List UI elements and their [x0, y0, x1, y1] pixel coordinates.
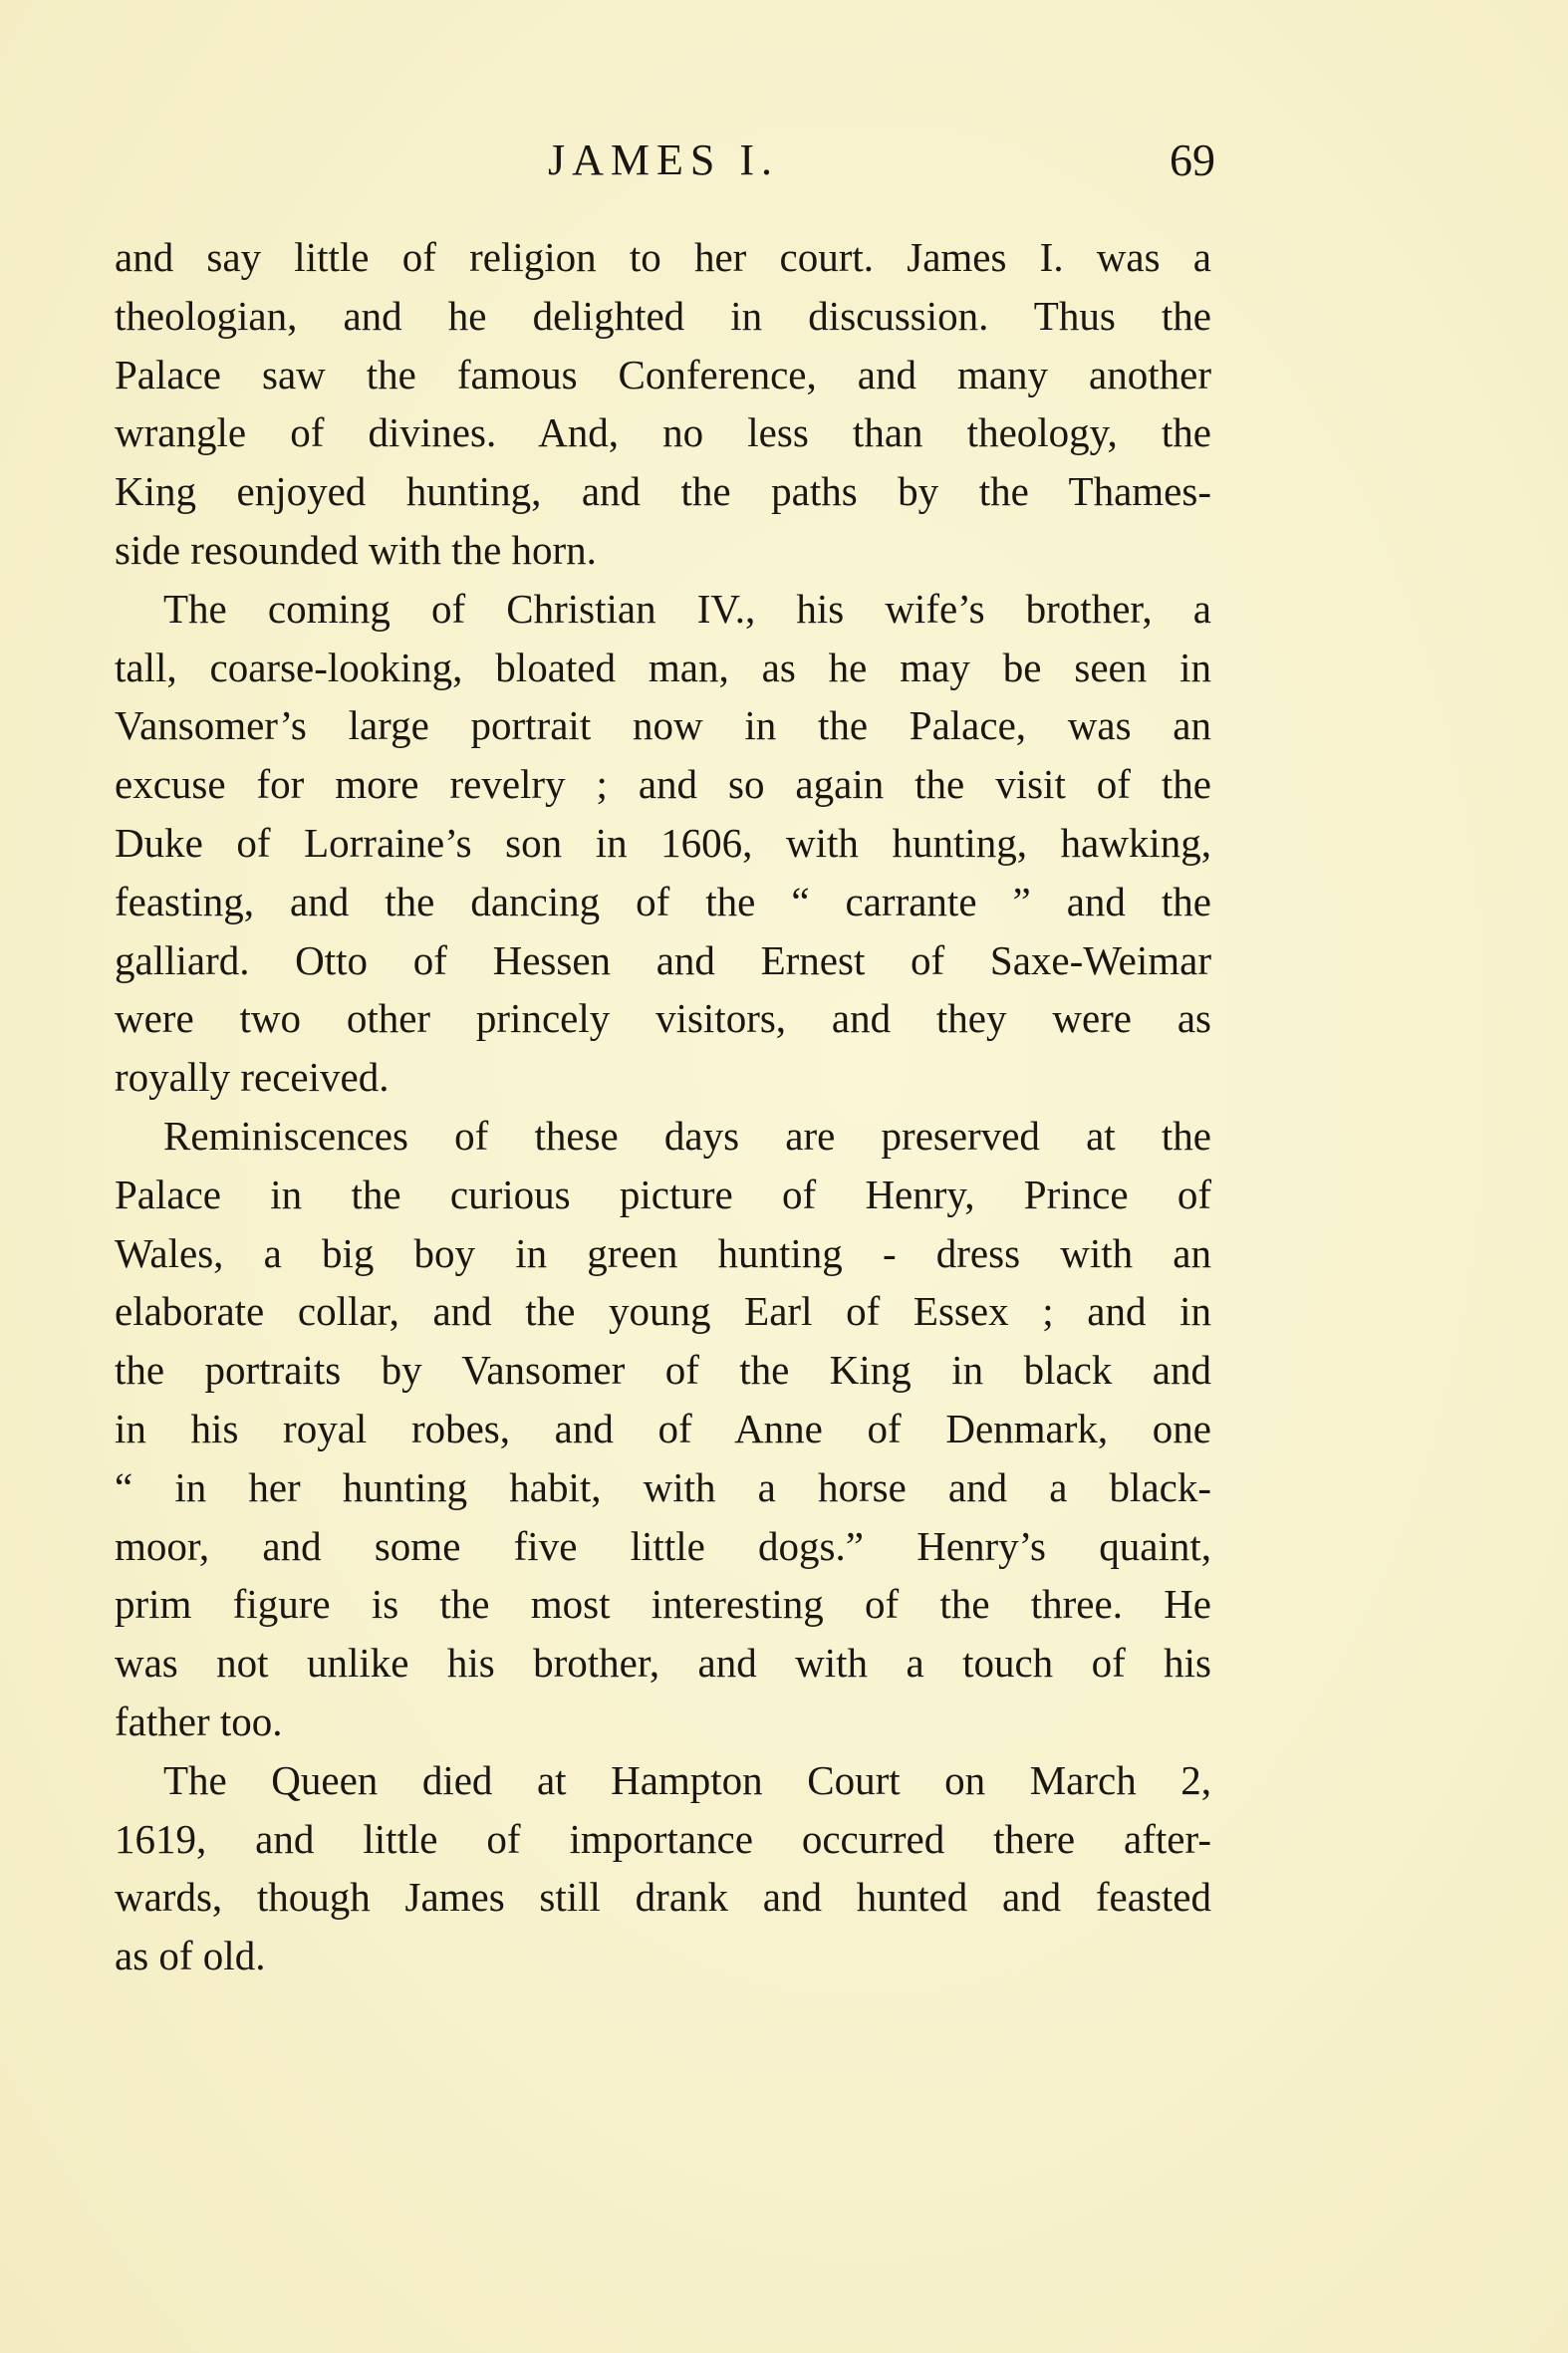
text-line: Vansomer’s large portrait now in the Palace, was an — [115, 702, 1211, 749]
text-line: was not unlike his brother, and with a touch of his — [115, 1640, 1211, 1687]
text-line: excuse for more revelry ; and so again the visit of the — [115, 761, 1211, 808]
text-line: as of old. — [115, 1933, 266, 1979]
text-line: and say little of religion to her court. James I. was a — [115, 234, 1211, 280]
text-line: 1619, and little of importance occurred there after- — [115, 1815, 1211, 1862]
text-line: galliard. Otto of Hessen and Ernest of Saxe-Weimar — [115, 936, 1211, 983]
text-line: in his royal robes, and of Anne of Denmark, one — [115, 1405, 1211, 1451]
text-line: Duke of Lorraine’s son in 1606, with hunting, hawking, — [115, 819, 1211, 866]
text-line: wards, though James still drank and hunted and feasted — [115, 1874, 1211, 1921]
paragraph-start-line: Reminiscences of these days are preserved at the — [163, 1112, 1211, 1159]
text-line: side resounded with the horn. — [115, 526, 597, 573]
text-line: moor, and some five little dogs.” Henry’s quaint, — [115, 1522, 1211, 1569]
page-number: 69 — [1170, 134, 1215, 185]
running-title: JAMES I. — [547, 135, 780, 184]
paragraph-start-line: The coming of Christian IV., his wife’s brother, a — [163, 585, 1211, 632]
paragraph-start-line: The Queen died at Hampton Court on March 2, — [163, 1756, 1211, 1803]
text-line: royally received. — [115, 1054, 390, 1101]
text-line: theologian, and he delighted in discussion. Thus the — [115, 292, 1211, 339]
text-line: were two other princely visitors, and they were as — [115, 995, 1211, 1042]
text-line: Wales, a big boy in green hunting - dress with an — [115, 1229, 1211, 1276]
text-line: tall, coarse-looking, bloated man, as he may be seen in — [115, 644, 1211, 690]
text-line: wrangle of divines. And, no less than theology, the — [115, 409, 1211, 456]
text-line: King enjoyed hunting, and the paths by the Thames- — [115, 468, 1211, 515]
text-line: “ in her hunting habit, with a horse and a black- — [115, 1463, 1211, 1510]
text-line: the portraits by Vansomer of the King in black and — [115, 1347, 1211, 1394]
text-line: elaborate collar, and the young Earl of Essex ; and in — [115, 1288, 1211, 1335]
text-line: Palace in the curious picture of Henry, Prince of — [115, 1171, 1211, 1217]
page-header — [112, 126, 1215, 195]
text-line: father too. — [115, 1698, 283, 1744]
text-line: prim figure is the most interesting of the three. He — [115, 1581, 1211, 1628]
text-line: feasting, and the dancing of the “ carrante ” and the — [115, 878, 1211, 924]
text-line: Palace saw the famous Conference, and many another — [115, 351, 1211, 397]
body-text — [115, 228, 1211, 1985]
